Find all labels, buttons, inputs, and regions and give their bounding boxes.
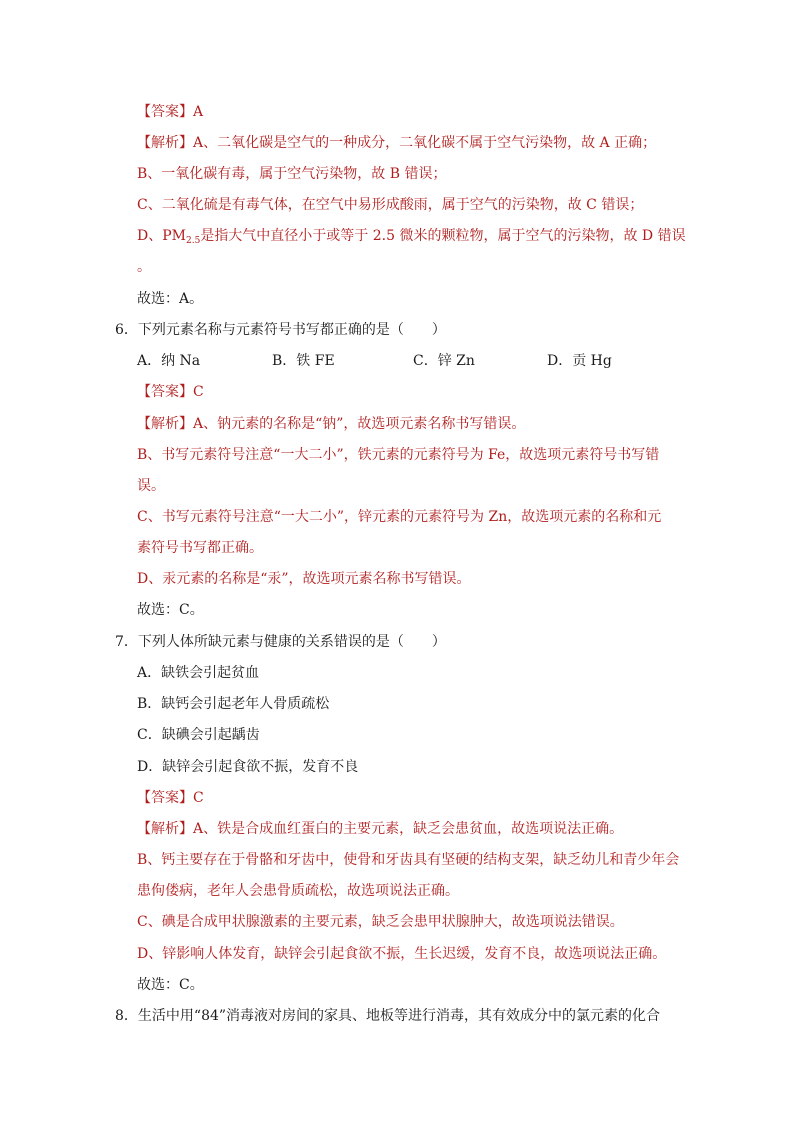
answer-label: 【答案】 — [137, 104, 193, 120]
q7-option-b: B．缺钙会引起老年人骨质疏松 — [137, 696, 330, 712]
answer-label: 【答案】 — [137, 790, 193, 806]
q5-analysis-d-cont: 。 — [137, 259, 151, 275]
q7-analysis-b: B、钙主要存在于骨骼和牙齿中，使骨和牙齿具有坚硬的结构支架，缺乏幼儿和青少年会 — [137, 852, 680, 868]
q5-conclusion: 故选：A。 — [137, 291, 204, 307]
q5-analysis-b: B、一氧化碳有毒，属于空气污染物，故 B 错误； — [137, 166, 447, 182]
q7-analysis-b-cont: 患佝偻病，老年人会患骨质疏松，故选项说法正确。 — [137, 883, 459, 899]
q6-option-c: C．锌 Zn — [413, 353, 475, 369]
answer-value: C — [193, 790, 204, 806]
q5-analysis-c: C、二氧化硫是有毒气体，在空气中易形成酸雨，属于空气的污染物，故 C 错误； — [137, 197, 644, 213]
q7-stem: 7．下列人体所缺元素与健康的关系错误的是（ ） — [115, 634, 446, 650]
q5-answer-line — [137, 102, 203, 122]
q7-analysis-c: C、碘是合成甲状腺激素的主要元素，缺乏会患甲状腺肿大，故选项说法错误。 — [137, 914, 624, 930]
q6-analysis-b-cont: 误。 — [137, 478, 165, 494]
q7-conclusion: 故选：C。 — [137, 977, 204, 993]
q5-analysis-d: D、$PM_{2.5}$是指大气中直径小于或等于 2.5 微米的颗粒物，属于空气的污染物，故 D 错误 — [137, 228, 686, 246]
q6-analysis-d: D、汞元素的名称是“汞”，故选项元素名称书写错误。 — [137, 571, 471, 587]
q7-option-a: A．缺铁会引起贫血 — [137, 665, 260, 681]
q7-option-d: D．缺锌会引起食欲不振，发育不良 — [137, 759, 359, 775]
answer-value: A — [193, 104, 204, 120]
q7-analysis-d: D、锌影响人体发育，缺锌会引起食欲不振，生长迟缓，发育不良，故选项说法正确。 — [137, 946, 667, 962]
q6-analysis-a: 【解析】A、钠元素的名称是“钠”，故选项元素名称书写错误。 — [137, 416, 526, 432]
analysis-label: 【解析】 — [137, 821, 193, 837]
q7-answer-line — [137, 788, 204, 808]
answer-value: C — [193, 384, 204, 400]
q6-option-b: B．铁 FE — [272, 353, 335, 369]
q6-analysis-b: B、书写元素符号注意“一大二小”，铁元素的元素符号为 Fe，故选项元素符号书写错 — [137, 447, 660, 463]
analysis-label: 【解析】 — [137, 416, 193, 432]
q5-analysis-a: 【解析】A、二氧化碳是空气的一种成分，二氧化碳不属于空气污染物，故 A 正确； — [137, 135, 657, 151]
q6-analysis-c-cont: 素符号书写都正确。 — [137, 540, 263, 556]
q8-stem: 8．生活中用“84”消毒液对房间的家具、地板等进行消毒，其有效成分中的氯元素的化合 — [115, 1008, 661, 1024]
answer-label: 【答案】 — [137, 384, 193, 400]
q6-analysis-c: C、书写元素符号注意“一大二小”，锌元素的元素符号为 Zn，故选项元素的名称和元 — [137, 509, 662, 525]
analysis-label: 【解析】 — [137, 135, 193, 151]
q6-option-d: D．贡 Hg — [547, 353, 612, 369]
q6-conclusion: 故选：C。 — [137, 602, 204, 618]
q7-option-c: C．缺碘会引起龋齿 — [137, 727, 260, 743]
q6-stem: 6．下列元素名称与元素符号书写都正确的是（ ） — [115, 322, 446, 338]
q6-option-a: A．纳 Na — [137, 353, 201, 369]
q6-answer-line — [137, 382, 204, 402]
q7-analysis-a: 【解析】A、铁是合成血红蛋白的主要元素，缺乏会患贫血，故选项说法正确。 — [137, 821, 624, 837]
